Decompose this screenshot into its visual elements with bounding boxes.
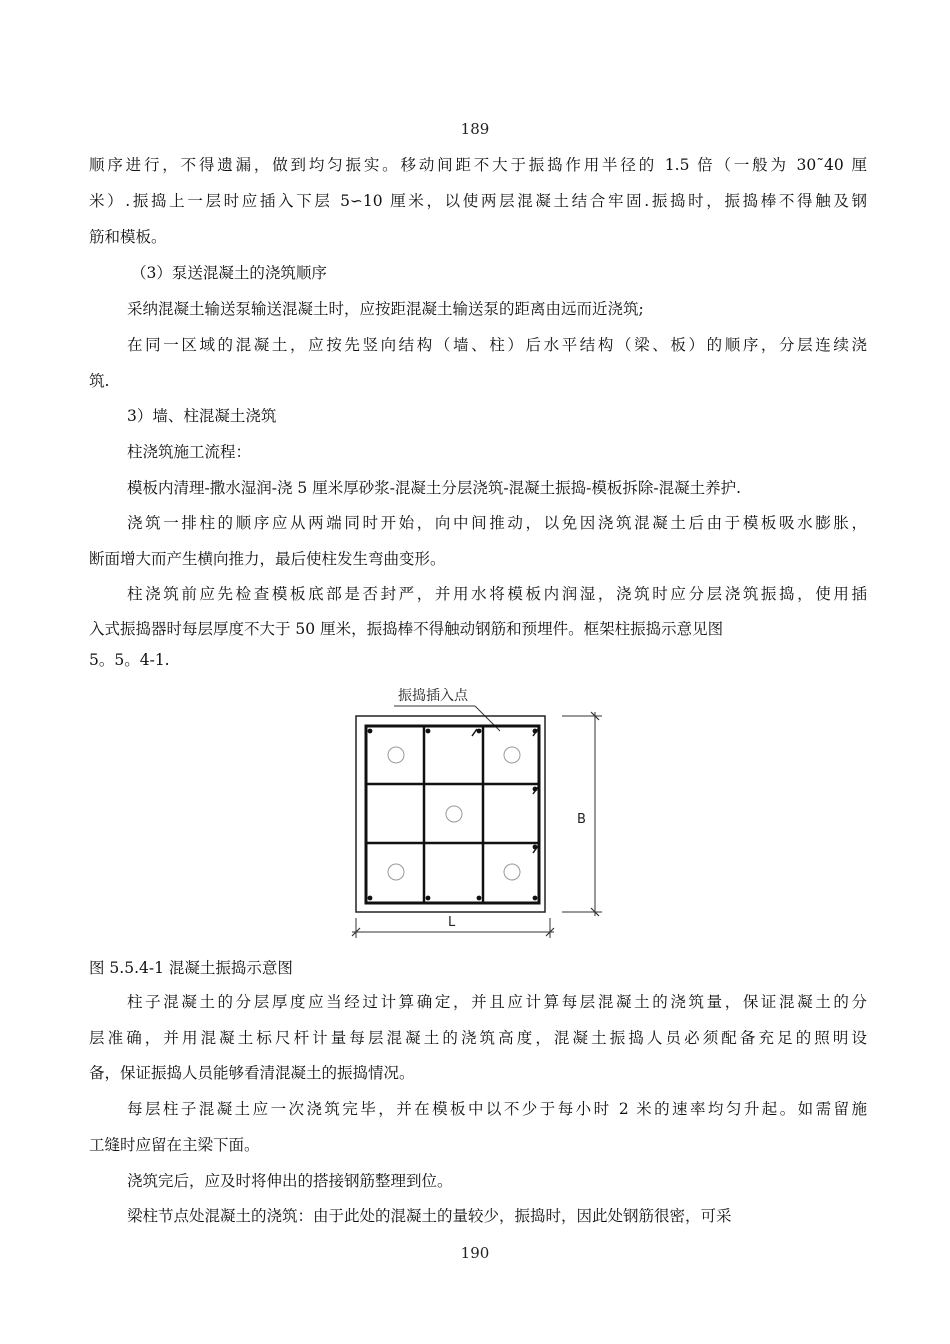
body-line: 每层柱子混凝土应一次浇筑完毕，并在模板中以不少于每小时 2 米的速率均匀升起。如需留施 — [127, 1100, 867, 1118]
body-line: 柱浇筑前应先检查模板底部是否封严，并用水将模板内润湿，浇筑时应分层浇筑振捣，使用插 — [127, 585, 867, 603]
body-line: 浇筑完后，应及时将伸出的搭接钢筋整理到位。 — [127, 1172, 453, 1190]
body-line: 顺序进行，不得遗漏，做到均匀振实。移动间距不大于振捣作用半径的 1.5 倍（一般为 30˜40 厘 — [89, 156, 867, 174]
rebar-dots — [368, 729, 538, 901]
insertion-point-label: 振捣插入点 — [398, 688, 468, 704]
body-line: 柱子混凝土的分层厚度应当经过计算确定，并且应计算每层混凝土的浇筑量，保证混凝土的分 — [127, 993, 867, 1011]
body-line: 入式振捣器时每层厚度不大于 50 厘米，振捣棒不得触动钢筋和预埋件。框架柱振捣示意见图 — [89, 620, 724, 638]
formwork-outline — [356, 716, 545, 912]
body-line: 在同一区域的混凝土，应按先竖向结构（墙、柱）后水平结构（梁、板）的顺序，分层连续浇 — [127, 336, 867, 354]
stirrup-frame — [366, 726, 539, 903]
body-line: 5。5。4-1. — [89, 651, 170, 669]
section-heading: 3）墙、柱混凝土浇筑 — [127, 407, 277, 425]
body-line: 层准确，并用混凝土标尺杆计量每层混凝土的浇筑高度，混凝土振捣人员必须配备充足的照明设 — [89, 1029, 867, 1047]
vibration-diagram — [340, 676, 630, 938]
body-line: 米）.振捣上一层时应插入下层 5∽10 厘米，以使两层混凝土结合牢固.振捣时，振捣棒不得触及钢 — [89, 192, 867, 210]
body-line: 筋和模板。 — [89, 228, 167, 246]
dimension-l-label: L — [448, 915, 456, 930]
body-line: 工缝时应留在主梁下面。 — [89, 1136, 260, 1154]
body-line: 模板内清理-撒水湿润-浇 5 厘米厚砂浆-混凝土分层浇筑-混凝土振捣-模板拆除-混凝土养护. — [127, 479, 742, 497]
body-line: 浇筑一排柱的顺序应从两端同时开始，向中间推动，以免因浇筑混凝土后由于模板吸水膨胀， — [127, 514, 867, 532]
body-line: 柱浇筑施工流程： — [127, 443, 252, 461]
body-line: 筑. — [89, 372, 110, 390]
page-number-bottom: 190 — [460, 1244, 490, 1262]
figure-caption: 图 5.5.4-1 混凝土振捣示意图 — [89, 959, 293, 977]
page-number-top: 189 — [460, 120, 490, 138]
insertion-points — [388, 747, 520, 880]
body-line: 采纳混凝土输送泵输送混凝土时，应按距混凝土输送泵的距离由远而近浇筑; — [127, 300, 644, 318]
body-line: 备，保证振捣人员能够看清混凝土的振捣情况。 — [89, 1064, 415, 1082]
body-line: 梁柱节点处混凝土的浇筑：由于此处的混凝土的量较少，振捣时，因此处钢筋很密，可采 — [127, 1207, 732, 1225]
body-line: 断面增大而产生横向推力，最后使柱发生弯曲变形。 — [89, 550, 446, 568]
section-heading: （3）泵送混凝土的浇筑顺序 — [131, 264, 327, 282]
dimension-b-label: B — [577, 812, 586, 827]
